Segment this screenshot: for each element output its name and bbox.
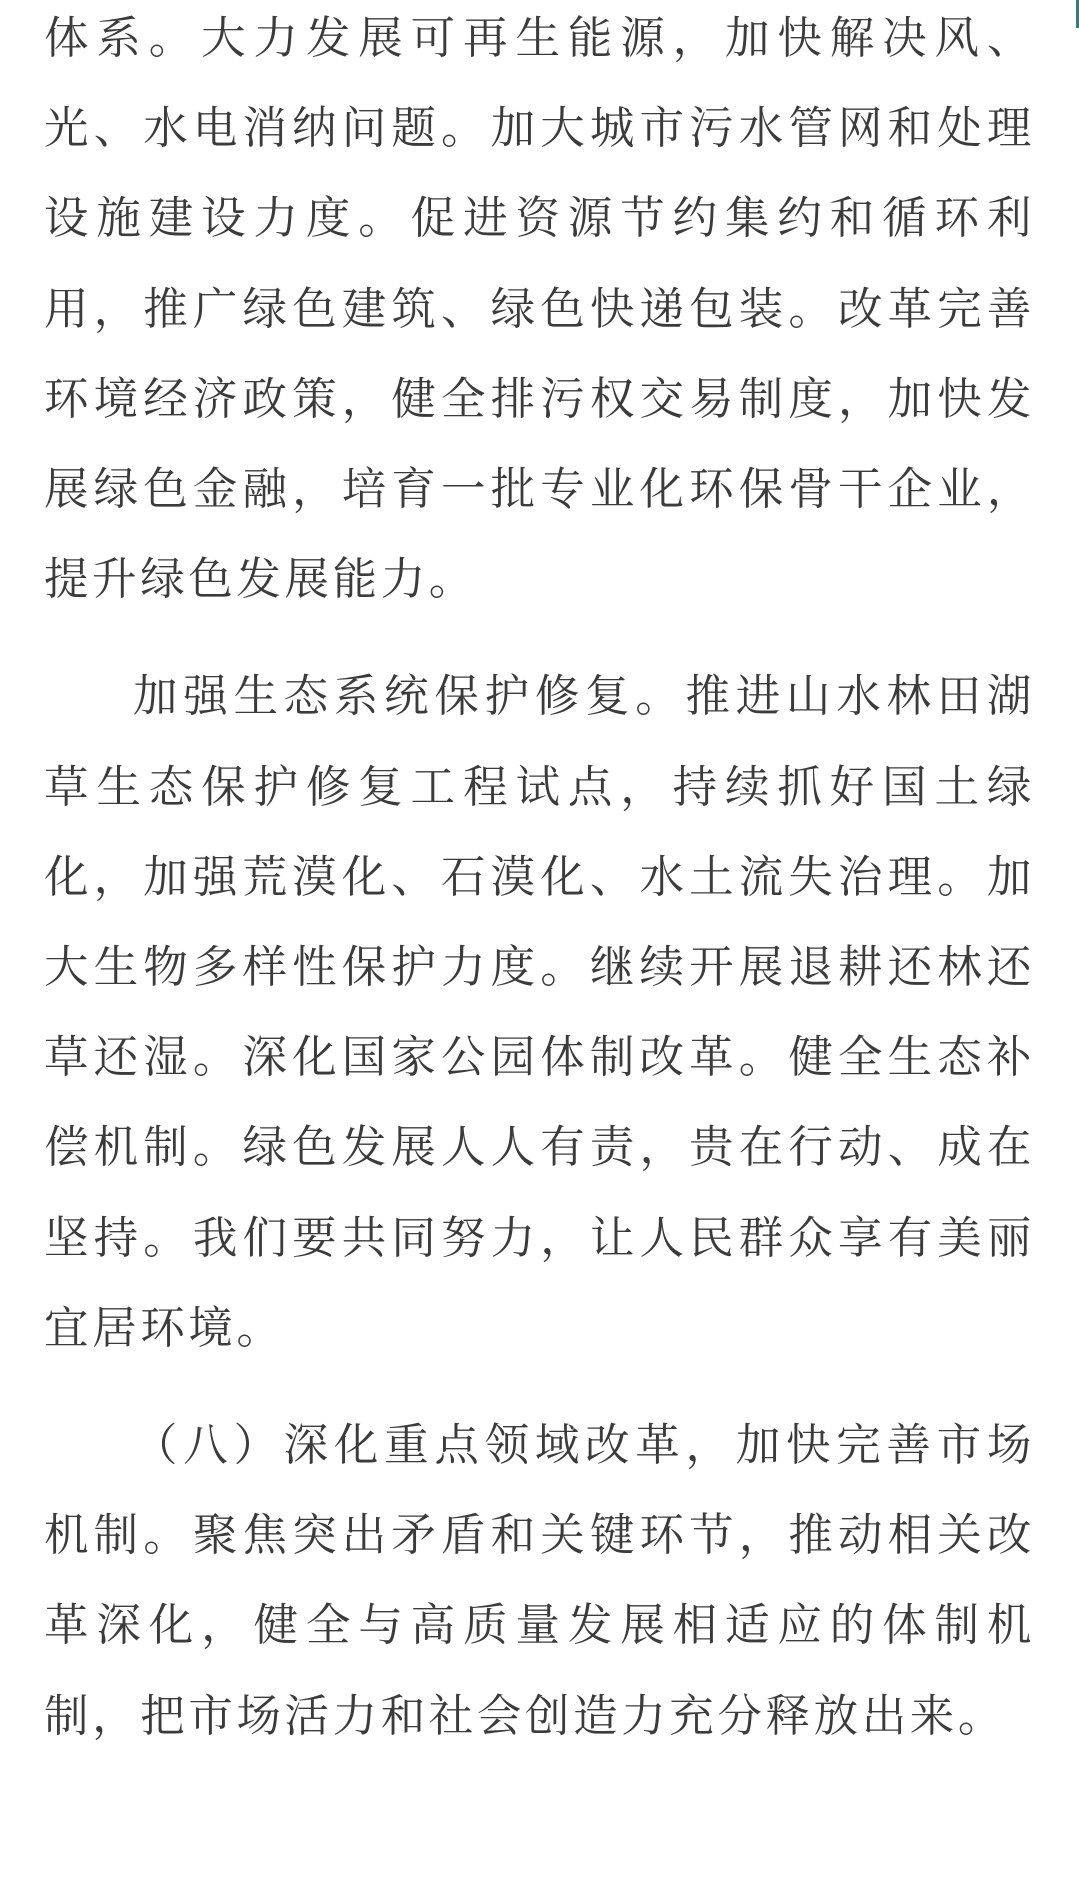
paragraph-section-eight: （八）深化重点领域改革，加快完善市场机制。聚焦突出矛盾和关键环节，推动相关改革深化，健全与高质量发展相适应的体制机制，把市场活力和社会创造力充分释放出来。 [44,1420,1035,1742]
paragraph-ecosystem-protection: 加强生态系统保护修复。推进山水林田湖草生态保护修复工程试点，持续抓好国土绿化，加强荒漠化、石漠化、水土流失治理。加大生物多样性保护力度。继续开展退耕还林还草还湿。深化国家公园体制改革。健全生态补偿机制。绿色发展人人有责，贵在行动、成在坚持。我们要共同努力，让人民群众享有美丽宜居环境。 [44,671,1035,1354]
paragraph-continued: 体系。大力发展可再生能源，加快解决风、光、水电消纳问题。加大城市污水管网和处理设施建设力度。促进资源节约集约和循环利用，推广绿色建筑、绿色快递包装。改革完善环境经济政策，健全排污权交易制度，加快发展绿色金融，培育一批专业化环保骨干企业，提升绿色发展能力。 [44,13,1035,606]
article-body [44,0,1035,1762]
